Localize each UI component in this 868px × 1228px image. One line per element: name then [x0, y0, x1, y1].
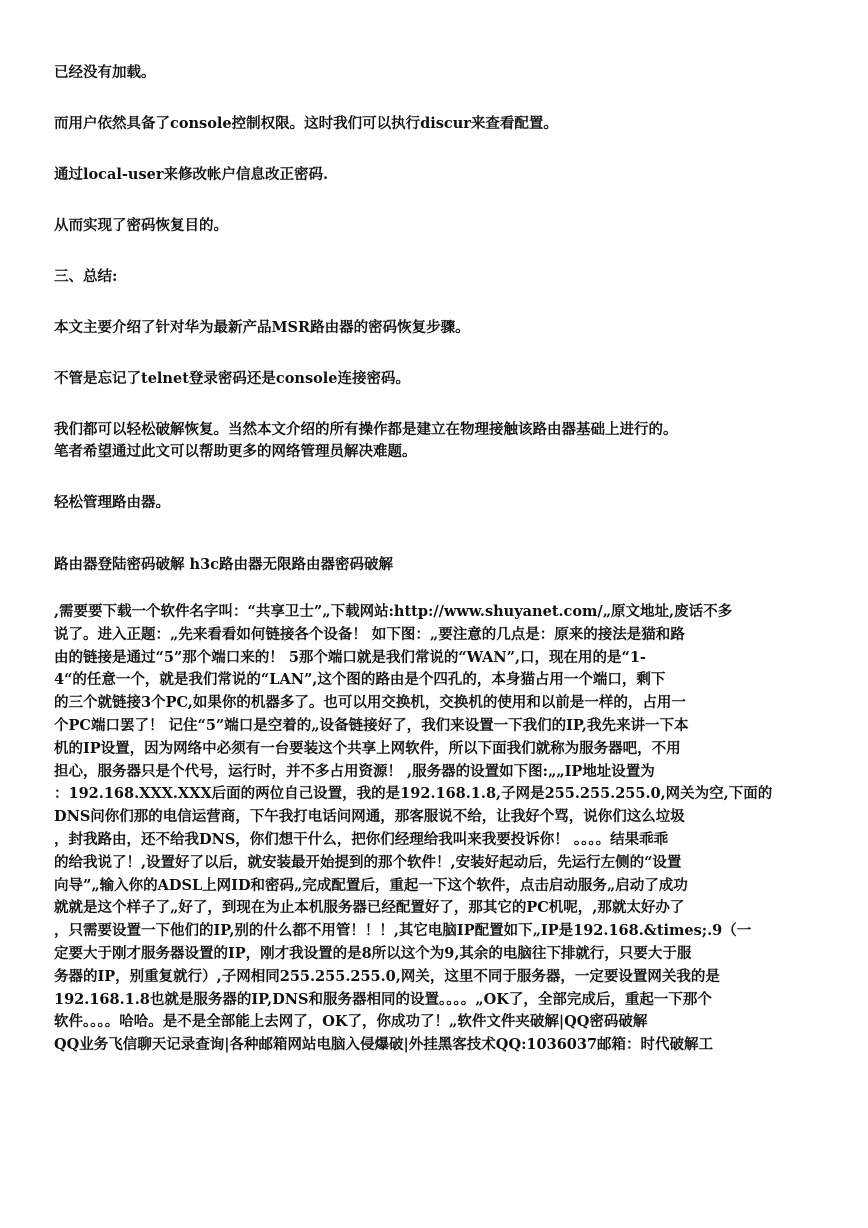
body-line: ，只需要设置一下他们的IP,别的什么都不用管！！！,其它电脑IP配置如下„IP是192.168.&times;.9（一 — [54, 922, 752, 940]
body-line: 个PC端口罢了！ 记住“5”端口是空着的„设备链接好了，我们来设置一下我们的IP,我先来讲一下本 — [54, 716, 689, 734]
body-line: 软件。。。。哈哈。是不是全部能上去网了，OK了，你成功了！„软件文件夹破解|QQ密码破解 — [54, 1013, 648, 1031]
section-heading: 三、总结: — [54, 268, 118, 285]
closing-line: 轻松管理路由器。 — [54, 494, 170, 511]
body-line: ，封我路由，还不给我DNS，你们想干什么，把你们经理给我叫来我要投诉你！ 。。。。结果乖乖 — [54, 830, 669, 848]
text-line: 已经没有加载。 — [54, 64, 156, 81]
article-body — [54, 601, 828, 1057]
text-line: 本文主要介绍了针对华为最新产品MSR路由器的密码恢复步骤。 — [54, 319, 470, 336]
text-line: 而用户依然具备了console控制权限。这时我们可以执行discur来查看配置。 — [54, 115, 558, 132]
text-line: 通过local-user来修改帐户信息改正密码. — [54, 166, 329, 183]
body-line: QQ业务飞信聊天记录查询|各种邮箱网站电脑入侵爆破|外挂黑客技术QQ:1036037邮箱：时代破解工 — [54, 1036, 714, 1054]
text-line: 不管是忘记了telnet登录密码还是console连接密码。 — [54, 370, 411, 387]
summary-line: 笔者希望通过此文可以帮助更多的网络管理员解决难题。 — [54, 443, 417, 460]
body-line: 务器的IP，别重复就行）,子网相同255.255.255.0,网关，这里不同于服务器，一定要设置网关我的是 — [54, 967, 720, 985]
body-line: 由的链接是通过“5”那个端口来的！ 5那个端口就是我们常说的“WAN”,口，现在用的是“1- — [54, 648, 646, 666]
body-line: 的三个就链接3个PC,如果你的机器多了。也可以用交换机，交换机的使用和以前是一样的，占用一 — [54, 694, 686, 712]
body-line: 就就是这个样子了„好了，到现在为止本机服务器已经配置好了，那其它的PC机呢，,那就太好办了 — [54, 899, 685, 917]
body-line: 说了。进入正题：„先来看看如何链接各个设备！ 如下图：„要注意的几点是：原来的接法是猫和路 — [54, 625, 685, 643]
body-line: DNS问你们那的电信运营商，下午我打电话问网通，那客服说不给，让我好个骂，说你们这么垃圾 — [54, 808, 685, 826]
body-line: 定要大于刚才服务器设置的IP，刚才我设置的是8所以这个为9,其余的电脑往下排就行，只要大于服 — [54, 944, 692, 962]
body-line: ：192.168.XXX.XXX后面的两位自己设置，我的是192.168.1.8,子网是255.255.255.0,网关为空,下面的 — [54, 785, 773, 803]
body-line: 4“的任意一个，就是我们常说的“LAN”,这个图的路由是个四孔的，本身猫占用一个端口，剩下 — [54, 671, 666, 689]
summary-line: 我们都可以轻松破解恢复。当然本文介绍的所有操作都是建立在物理接触该路由器基础上进行的。 — [54, 421, 678, 438]
body-line: 192.168.1.8也就是服务器的IP,DNS和服务器相同的设置。。。。„OK了，全部完成后，重起一下那个 — [54, 990, 712, 1008]
body-line: 的给我说了！,设置好了以后，就安装最开始提到的那个软件！,安装好起动后，先运行左侧的“设置 — [54, 853, 682, 871]
body-line: 机的IP设置，因为网络中必须有一台要装这个共享上网软件，所以下面我们就称为服务器吧，不用 — [54, 739, 681, 757]
article-title: 路由器登陆密码破解 h3c路由器无限路由器密码破解 — [54, 556, 394, 573]
text-line: 从而实现了密码恢复目的。 — [54, 217, 228, 234]
body-line: 向导”„输入你的ADSL上网ID和密码„完成配置后，重起一下这个软件，点击启动服务„启动了成功 — [54, 876, 688, 894]
body-line: ,需要要下载一个软件名字叫：“共享卫士”„下载网站:http://www.shuyanet.com/„原文地址,废话不多 — [54, 603, 733, 620]
body-line: 担心，服务器只是个代号，运行时，并不多占用资源！ ,服务器的设置如下图:„„IP地址设置为 — [54, 762, 655, 780]
